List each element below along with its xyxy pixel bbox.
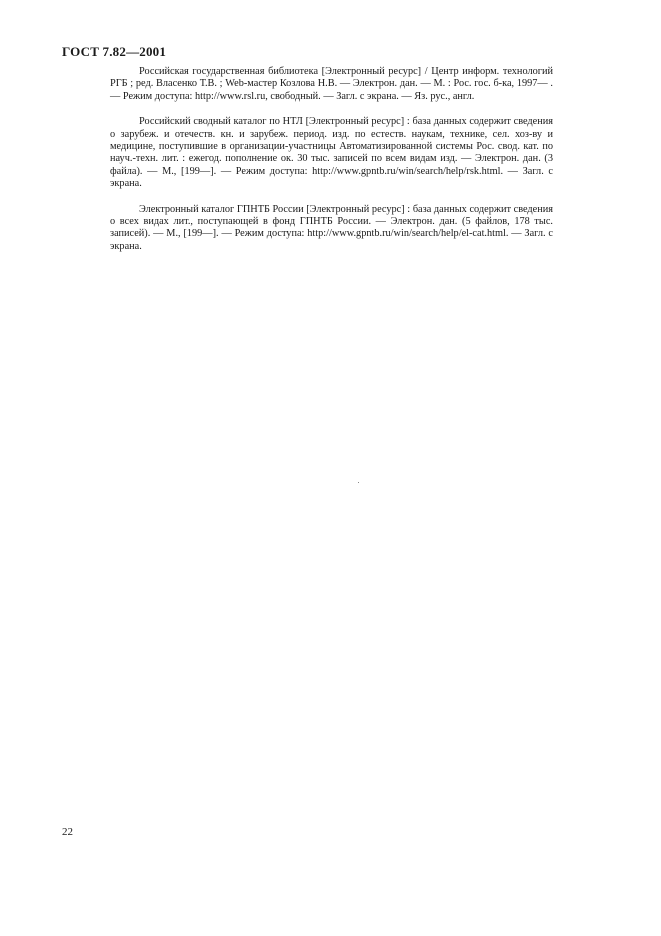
bibliographic-entry: Электронный каталог ГПНТБ России [Электронный ресурс] : база данных содержит сведения о всех видах лит., поступающей в фонд ГПНТБ России. — Электрон. дан. (5 файлов, 178 тыс. записей). — М., [199—]. — Режим доступа: http://www.gpntb.ru/win/search/help/el-cat.html. — Загл. с экрана. xyxy=(110,203,553,252)
bibliographic-entry: Российский сводный каталог по НТЛ [Электронный ресурс] : база данных содержит сведения о зарубеж. и отечеств. кн. и зарубеж. период. изд. по естеств. наукам, технике, сел. хоз-ву и медицине, поступившие в организации-участницы Автоматизированной системы Рос. свод. кат. по науч.-техн. лит. : ежегод. пополнение ок. 30 тыс. записей по всем видам изд. — Электрон. дан. (3 файла). — М., [199—]. — Режим доступа: http://www.gpntb.ru/win/search/help/rsk.html. — Загл. с экрана. xyxy=(110,116,553,190)
scan-speck xyxy=(358,482,359,483)
page-number: 22 xyxy=(62,826,73,838)
standard-code-header: ГОСТ 7.82—2001 xyxy=(62,44,167,59)
bibliographic-entry: Российская государственная библиотека [Электронный ресурс] / Центр информ. технологий РГБ ; ред. Власенко Т.В. ; Web-мастер Козлова Н.В. — Электрон. дан. — М. : Рос. гос. б-ка, 1997— . — Режим доступа: http://www.rsl.ru, свободный. — Загл. с экрана. — Яз. рус., англ. xyxy=(110,66,553,102)
bibliography-body xyxy=(110,66,553,266)
